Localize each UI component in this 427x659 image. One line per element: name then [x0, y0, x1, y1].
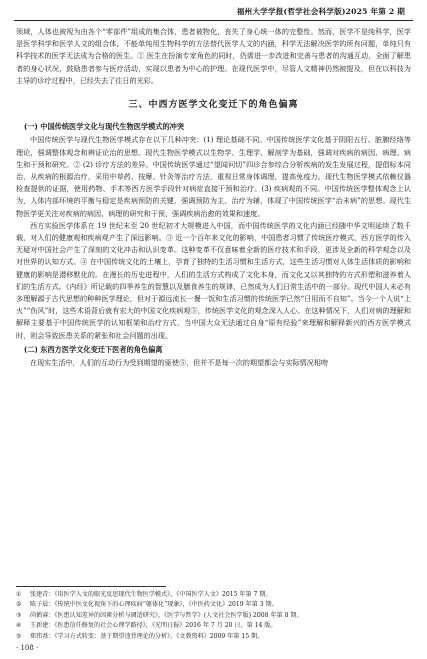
running-header: 福州大学学报(哲学社会科学版)2025 年第 2 期	[236, 7, 405, 16]
footnote-1	[16, 590, 411, 600]
subsection-1-paragraph-1: 中国传统医学与现代生物医学模式存在以下几种冲突：(1) 理论基础不同。中国传统医学文化基于阴阳五行、脏腑经络等理论，强调整体观念和辨证论治的思想。现代生物医学模式以生物学、生理学、解剖学为基础，强调对疾病的病因、病理、病生和干预和研究。② (2) 诊疗方法的差异。中国传统医学通过“望闻问切”四诊合参综合分析疾病的发生发展过程，提倡标本同治，从疾病的根源治疗，采用中草药、按摩、针灸等治疗方法，重视日常身体调理，提高免疫力。现代生物医学模式依赖仪器检查提供的证据，使用药物、手术等西方医学手段针对病症直接干预和治疗。(3) 疾病观的不同。中国传统医学整体观念上认为，人体内部环境的平衡与稳定是疾病预防的关键，强调预防为主、治疗为辅，体现了中国传统医学“治未病”的思想。现代生物医学更关注对疾病的病因、病理的研究和干预，强调疾病治愈的效果和速度。	[16, 135, 411, 218]
footnote-text: 王新建：《医患信任修复的社会心理学路径》，《光明日报》2016 年 7 月 20 日，第 14 版。	[30, 622, 277, 630]
footnote-text: 尚鹤睿：《医患认知差异的因素分析与调适研究》，《医学与哲学》(人文社会医学版) 2008 年第 8 期。	[30, 611, 303, 619]
header-rule	[14, 20, 413, 21]
footnote-rule	[16, 586, 166, 587]
subsection-1-paragraph-2: 西方实验医学体系在 19 世纪末至 20 世纪初才大规模进入中国，而中国传统医学的文化内涵已经随中华文明延续了数千载，对人们的健康观和疾病观产生了深远影响。③ 近一个百年来文化的影响，中国患者习惯了传统医疗模式，西方医学的传入无疑对中国社会产生了深刻的文化冲击和认识变革。这种变革不仅意味着全新的医疗技术和手段，更涉及全新的科学观念以及对世界的认知方式。④ 在中国传统文化的土壤上，孕育了独特的生活习惯和生活方式，这些生活习惯对人体生活体质的影响和健康的影响是潜移默化的。在漫长的历史进程中，人们的生活方式构成了文化本身，而文化又以其独特的方式形塑和滋养着人们的生活方式。《内经》所记载的四季养生的智慧以及膳食养生的规律，已然成为人们日常生活中的一部分。现代中国人未必有多理解源于古代思想的种种医学理论，但对于源远流长一餐一饭和生活习惯的传统医学已然“日用而不自知”。当今一个人说“上火”“伤风”时，这些术语背后就有宏大的中国文化疾病观⑤，传统医学文化的观念深入人心。在这种情况下，人们对病的理解和解释主要基于中国传统医学的认知框架和治疗方式，当中国大众无法通过自身“原有经验”来理解和解释新兴的西方医学模式时，则会导致医患关系的紧张和社会问题的出现。	[16, 220, 411, 340]
footnote-3	[16, 611, 411, 621]
subsection-1-heading: (一) 中国传统医学文化与现代生物医学模式的冲突	[24, 122, 185, 132]
footnote-mark: ③	[16, 611, 22, 619]
intro-paragraph: 领域，人体也被视为由各个“零部件”组成的集合体，患者被物化，丧失了身心统一体的完整性。然而，医学不是纯科学，医学是医学科学和医学人文的组合体，不能单纯用生物科学的方法替代医学人文的内涵，科学无法解决医学的所有问题，单纯只有科学技术的医学无法成为合格的医生。① 医生在扮演专家角色的同时，仍需进一步改进和完善与患者的沟通互动，全面了解患者的身心状况，鼓励患者参与医疗活动，实现以患者为中心的护理。在现代医学中，尽管人文精神仍然被提及，但在以科技为主导的诊疗过程中，已经失去了往日的光彩。	[16, 27, 411, 85]
footnote-mark: ①	[16, 591, 22, 598]
page-number: · 108 ·	[16, 644, 39, 652]
footnote-2	[16, 600, 411, 610]
footnote-text: 张建青：《用医学人文的眼光反思现代生物医学模式》，《中国医学人文》2015 年第 7 期。	[30, 591, 272, 598]
footnote-mark: ⑤	[16, 632, 22, 640]
footnote-text: 郑伟基：《学习方式转变：基于期望违背理论的分析》，《文教资料》2009 年第 15 期。	[30, 632, 264, 640]
section-title: 三、中西方医学文化变迁下的角色偏离	[128, 100, 299, 111]
footnote-mark: ④	[16, 622, 22, 630]
subsection-2-paragraph: 在现实生活中，人们的互动行为受到期望的驱使⑤，但并不是每一次的期望都会与实际情况相吻	[30, 358, 328, 368]
article-body	[16, 26, 411, 369]
subsection-2-heading: (二) 东西方医学文化变迁下医者的角色偏离	[24, 344, 163, 354]
footnote-mark: ②	[16, 601, 22, 609]
footnote-4	[16, 621, 411, 631]
footnotes	[16, 590, 411, 642]
footnote-5	[16, 632, 411, 642]
footnote-text: 陈子晨：《传统中医文化视角下的心理疾病“躯体化”现象》，《中医药文化》2019 年第 3 期。	[30, 601, 278, 609]
